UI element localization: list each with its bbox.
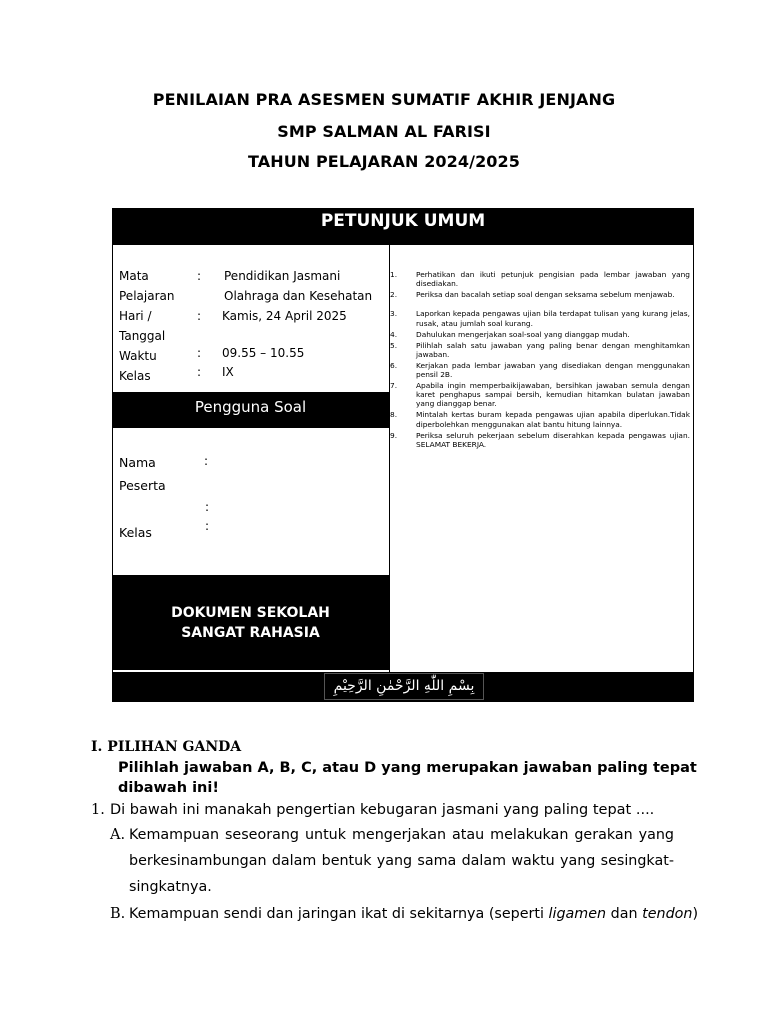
petunjuk-umum-title: PETUNJUK UMUM <box>112 208 694 245</box>
rule-text: Pilihlah salah satu jawaban yang paling benar dengan menghitamkan jawaban. <box>416 340 690 359</box>
dokumen-line1: DOKUMEN SEKOLAH <box>171 604 330 621</box>
basmalah-text: بِسْمِ اللّٰهِ الرَّحْمٰنِ الرَّحِيْمِ <box>333 678 475 694</box>
hari-label-2: Tanggal <box>119 329 166 343</box>
mata-value-1: Pendidikan Jasmani <box>224 269 341 283</box>
mata-value-2: Olahraga dan Kesehatan <box>224 289 373 303</box>
rules-list <box>390 270 690 451</box>
mata-colon: : <box>197 269 202 283</box>
mata-label-2: Pelajaran <box>119 289 175 303</box>
waktu-value: 09.55 – 10.55 <box>222 346 305 360</box>
rule-number: 1. <box>390 270 398 279</box>
option-a-line1: Kemampuan seseorang untuk mengerjakan atau melakukan gerakan yang <box>129 827 674 843</box>
rule-number: 7. <box>390 381 398 391</box>
rule-item <box>390 341 690 359</box>
hari-colon: : <box>197 309 202 323</box>
pengguna-soal-title: Pengguna Soal <box>112 392 389 428</box>
option-a-line2: berkesinambungan dalam bentuk yang sama dalam waktu yang sesingkat- <box>129 853 674 869</box>
kelas-label: Kelas <box>119 369 151 383</box>
rule-item <box>390 410 690 428</box>
basmalah-calligraphy <box>324 673 484 700</box>
rule-item <box>390 330 690 339</box>
header-title-line1: PENILAIAN PRA ASESMEN SUMATIF AKHIR JENJANG <box>152 90 616 109</box>
kelas-value: IX <box>222 365 234 379</box>
option-a-line3: singkatnya. <box>129 879 212 895</box>
frame-right-border <box>693 245 694 672</box>
rule-item <box>390 290 690 299</box>
nama-label: Nama <box>119 455 156 470</box>
rule-text: Kerjakan pada lembar jawaban yang disediakan dengan menggunakan pensil 2B. <box>416 360 690 380</box>
mata-label-1: Mata <box>119 269 149 283</box>
rule-item <box>390 270 690 288</box>
rule-text: Laporkan kepada pengawas ujian bila terdapat tulisan yang kurang jelas, rusak, atau jumlah soal kurang. <box>416 309 690 328</box>
rule-item <box>390 381 690 409</box>
rule-item <box>390 309 690 327</box>
rule-text: Dahulukan mengerjakan soal-soal yang dianggap mudah. <box>416 329 630 339</box>
hari-label-1: Hari / <box>119 309 152 323</box>
rule-number: 8. <box>390 410 398 420</box>
rule-text: Mintalah kertas buram kepada pengawas ujian apabila diperlukan.Tidak diperbolehkan menggunakan alat bantu hitung lainnya. <box>416 410 690 429</box>
rule-number: 3. <box>390 309 398 319</box>
peserta-label: Peserta <box>119 478 166 493</box>
rule-text: Apabila ingin memperbaikijawaban, bersihkan jawaban semula dengan karet penghapus sampai bersih, kemudian hitamkan bulatan jawaban yang dianggap benar. <box>416 381 690 409</box>
rule-text: Perhatikan dan ikuti petunjuk pengisian pada lembar jawaban yang disediakan. <box>416 270 690 289</box>
rule-text: Periksa seluruh pekerjaan sebelum diserahkan kepada pengawas ujian. SELAMAT BEKERJA. <box>416 430 690 449</box>
option-a-letter: A. <box>110 827 126 843</box>
kelas-peserta-colon: : <box>205 519 210 533</box>
option-b-italic-2: tendon <box>642 906 693 922</box>
rule-item <box>390 431 690 449</box>
rule-number: 6. <box>390 360 398 370</box>
section-instruction-2: dibawah ini! <box>118 780 219 796</box>
waktu-colon: : <box>197 346 202 360</box>
kelas-colon: : <box>197 365 202 379</box>
nama-colon: : <box>204 454 209 468</box>
section-heading: I. PILIHAN GANDA <box>91 739 242 755</box>
hari-value: Kamis, 24 April 2025 <box>222 309 347 323</box>
rule-number: 9. <box>390 430 398 440</box>
option-b-text-3: ) <box>692 906 699 922</box>
option-b-text <box>129 906 698 922</box>
dokumen-line2: SANGAT RAHASIA <box>181 624 320 641</box>
header-title-line3: TAHUN PELAJARAN 2024/2025 <box>247 152 521 171</box>
waktu-label: Waktu <box>119 349 157 363</box>
option-b-text-2: dan <box>606 906 643 922</box>
option-b-italic-1: ligamen <box>548 906 607 922</box>
rule-number: 4. <box>390 329 398 339</box>
petunjuk-umum-box <box>112 208 694 702</box>
basmalah-bar <box>112 672 694 702</box>
dokumen-rahasia-box <box>112 575 389 670</box>
option-b-letter: B. <box>110 906 126 922</box>
rule-number: 5. <box>390 340 398 350</box>
peserta-colon: : <box>205 500 210 514</box>
kelas-peserta-label: Kelas <box>119 525 152 540</box>
question-number: 1. <box>91 802 105 818</box>
header-title-line2: SMP SALMAN AL FARISI <box>277 122 491 141</box>
rule-item <box>390 361 690 379</box>
section-instruction-1: Pilihlah jawaban A, B, C, atau D yang merupakan jawaban paling tepat <box>118 760 697 776</box>
option-b-text-1: Kemampuan sendi dan jaringan ikat di sekitarnya (seperti <box>129 906 549 922</box>
question-text: Di bawah ini manakah pengertian kebugaran jasmani yang paling tepat .... <box>110 802 655 818</box>
rule-text: Periksa dan bacalah setiap soal dengan seksama sebelum menjawab. <box>416 290 675 300</box>
rule-number: 2. <box>390 290 398 300</box>
